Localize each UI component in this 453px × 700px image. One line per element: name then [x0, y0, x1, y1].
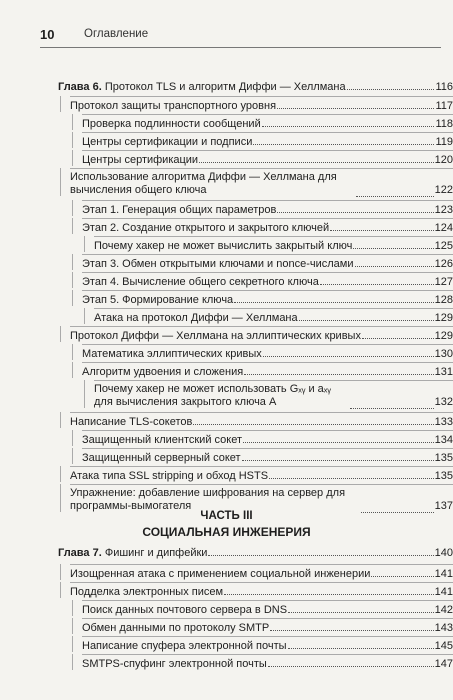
toc-chapter-6	[58, 80, 453, 94]
toc-entry: Математика эллиптических кривых 130	[82, 344, 453, 361]
toc-entry: Почему хакер не может вычислить закрытый ключ 125	[94, 236, 453, 253]
chapter-title: Фишинг и дипфейки	[104, 547, 208, 559]
toc-entry: Использование алгоритма Диффи — Хеллмана для вычисления общего ключа 122	[70, 168, 453, 197]
toc-entry: Обмен данными по протоколу SMTP 143	[82, 618, 453, 635]
toc-entry: Алгоритм удвоения и сложения 131	[82, 362, 453, 379]
toc-entry: Защищенный серверный сокет 135	[82, 448, 453, 465]
running-title: Оглавление	[84, 28, 149, 40]
toc-entry: Проверка подлинности сообщений 118	[82, 114, 453, 131]
page-ref: 116	[435, 81, 453, 93]
chapter-label: Глава 7.	[58, 547, 102, 559]
toc-entry: Упражнение: добавление шифрования на сервер для программы-вымогателя 137	[70, 484, 453, 513]
toc-entry: Написание спуфера электронной почты 145	[82, 636, 453, 653]
toc-entry: Центры сертификации и подписи 119	[82, 132, 453, 149]
toc-entry: Атака типа SSL stripping и обход HSTS 135	[70, 466, 453, 483]
toc-entry: Подделка электронных писем 141	[70, 582, 453, 599]
toc-entry: Этап 5. Формирование ключа 128	[82, 290, 453, 307]
page-number: 10	[40, 27, 55, 42]
toc-entry: Защищенный клиентский сокет 134	[82, 430, 453, 447]
toc-entry: Поиск данных почтового сервера в DNS 142	[82, 600, 453, 617]
page-ref: 140	[434, 547, 453, 559]
leader-dots	[208, 546, 433, 556]
toc-entry: Протокол Диффи — Хеллмана на эллиптических кривых 129	[70, 326, 453, 343]
toc-chapter-7	[58, 546, 453, 560]
toc-entry: Почему хакер не может использовать Gₓᵧ и aₓᵧ для вычисления закрытого ключа A 132	[94, 380, 453, 409]
toc-entry: Атака на протокол Диффи — Хеллмана 129	[94, 308, 453, 325]
toc-entry: Протокол защиты транспортного уровня 117	[70, 96, 453, 113]
toc-entry: Этап 4. Вычисление общего секретного ключа 127	[82, 272, 453, 289]
toc-entry: Этап 1. Генерация общих параметров 123	[82, 200, 453, 217]
chapter-title: Протокол TLS и алгоритм Диффи — Хеллмана	[104, 81, 346, 93]
part-title: СОЦИАЛЬНАЯ ИНЖЕНЕРИЯ	[142, 525, 311, 539]
toc-entry: Изощренная атака с применением социальной инженерии 141	[70, 564, 453, 581]
part-label: ЧАСТЬ III	[200, 510, 253, 522]
toc-entry: Этап 3. Обмен открытыми ключами и nonce-числами 126	[82, 254, 453, 271]
chapter-label: Глава 6.	[58, 81, 102, 93]
toc-entry: SMTPS-спуфинг электронной почты 147	[82, 654, 453, 671]
running-header	[40, 27, 441, 48]
leader-dots	[347, 80, 435, 90]
toc-entry: Этап 2. Создание открытого и закрытого ключей 124	[82, 218, 453, 235]
toc-entry: Центры сертификации 120	[82, 150, 453, 167]
toc-entry: Написание TLS-сокетов 133	[70, 412, 453, 429]
